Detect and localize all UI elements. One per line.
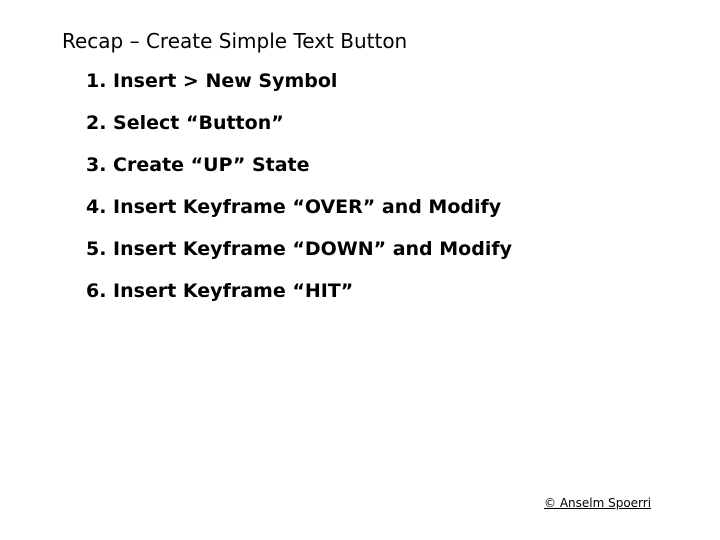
slide-title: Recap – Create Simple Text Button [62, 29, 408, 53]
step-item-4: 4. Insert Keyframe “OVER” and Modify [86, 196, 502, 218]
step-item-1: 1. Insert > New Symbol [86, 70, 338, 92]
steps-list [86, 68, 512, 320]
author-credit-link[interactable]: © Anselm Spoerri [544, 496, 652, 510]
step-item-6: 6. Insert Keyframe “HIT” [86, 280, 354, 302]
step-item-3: 3. Create “UP” State [86, 154, 310, 176]
step-item-5: 5. Insert Keyframe “DOWN” and Modify [86, 238, 512, 260]
step-item-2: 2. Select “Button” [86, 112, 284, 134]
